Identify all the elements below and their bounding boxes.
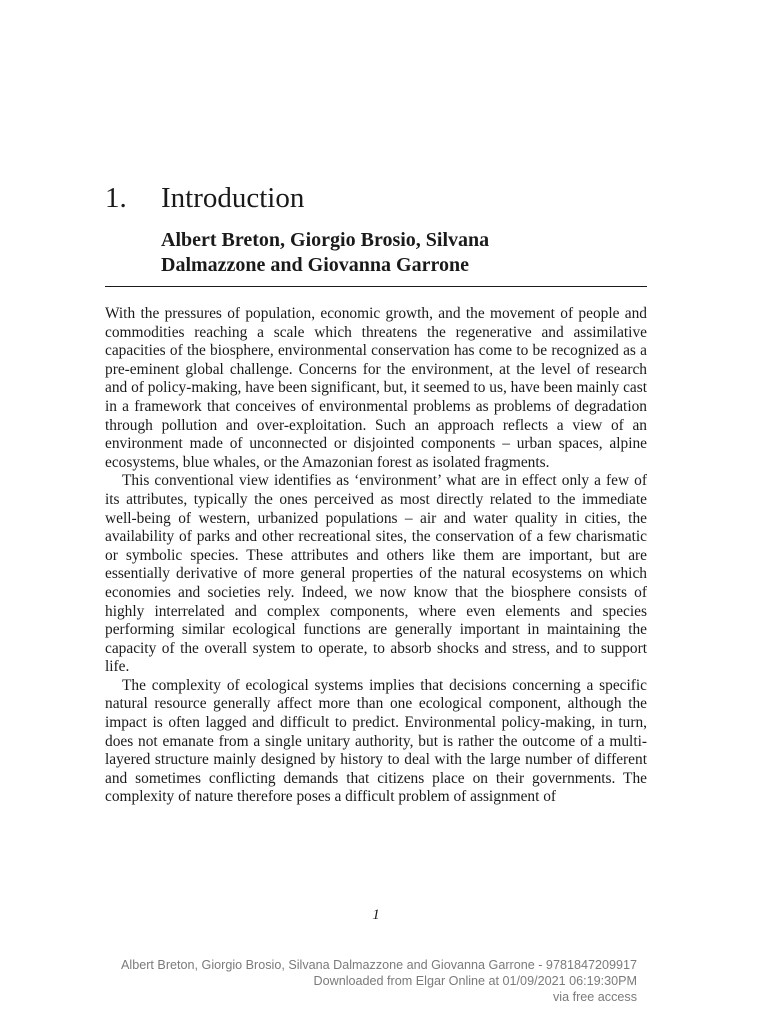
paragraph-2: This conventional view identifies as ‘environment’ what are in effect only a few of its attributes, typically the ones perceived as most directly related to the immediate well-being of western, urbanized populations – air and water quality in cities, the availability of parks and other recreational sites, the conservation of a few charismatic or symbolic species. These attributes and others like them are important, but are essentially derivative of more general properties of the natural ecosystems on which economies and societies rely. Indeed, we now know that the biosphere consists of highly interrelated and complex components, where even elements and species performing similar ecological functions are generally important in maintaining the capacity of the overall system to operate, to absorb shocks and stress, and to support life.: [105, 472, 647, 676]
paragraph-3: The complexity of ecological systems implies that decisions concerning a specific natural resource generally affect more than one ecological component, although the impact is often lagged and difficult to predict. Environmental policy-making, in turn, does not emanate from a single unitary authority, but is rather the outcome of a multi-layered structure mainly designed by history to deal with the large number of different and sometimes conflicting demands that citizens place on their governments. The complexity of nature therefore poses a difficult problem of assignment of: [105, 676, 647, 806]
footer-access-note: via free access: [553, 990, 637, 1004]
chapter-number: 1.: [105, 182, 127, 214]
authors-line-1: Albert Breton, Giorgio Brosio, Silvana: [161, 229, 490, 251]
access-footer: [121, 957, 637, 1005]
page-number: 1: [372, 907, 380, 923]
chapter-heading: [105, 180, 304, 216]
heading-rule: [105, 286, 647, 287]
body-text: [105, 305, 647, 807]
authors-line-2: Dalmazzone and Giovanna Garrone: [161, 254, 469, 276]
footer-download-info: Downloaded from Elgar Online at 01/09/2021 06:19:30PM: [313, 974, 637, 988]
paragraph-1: With the pressures of population, economic growth, and the movement of people and commodities reaching a scale which threatens the regenerative and assimilative capacities of the biosphere, environmental conservation has come to be recognized as a pre-eminent global challenge. Concerns for the environment, at the level of research and of policy-making, have been significant, but, it seemed to us, have been mainly cast in a framework that conceives of environmental problems as problems of degradation through pollution and over-exploitation. Such an approach reflects a view of an environment made of unconnected or disjointed components – urban spaces, alpine ecosystems, blue whales, or the Amazonian forest as isolated fragments.: [105, 305, 647, 471]
chapter-authors: [161, 228, 641, 278]
footer-citation: Albert Breton, Giorgio Brosio, Silvana Dalmazzone and Giovanna Garrone - 9781847209917: [121, 958, 637, 972]
chapter-title: Introduction: [161, 182, 305, 214]
